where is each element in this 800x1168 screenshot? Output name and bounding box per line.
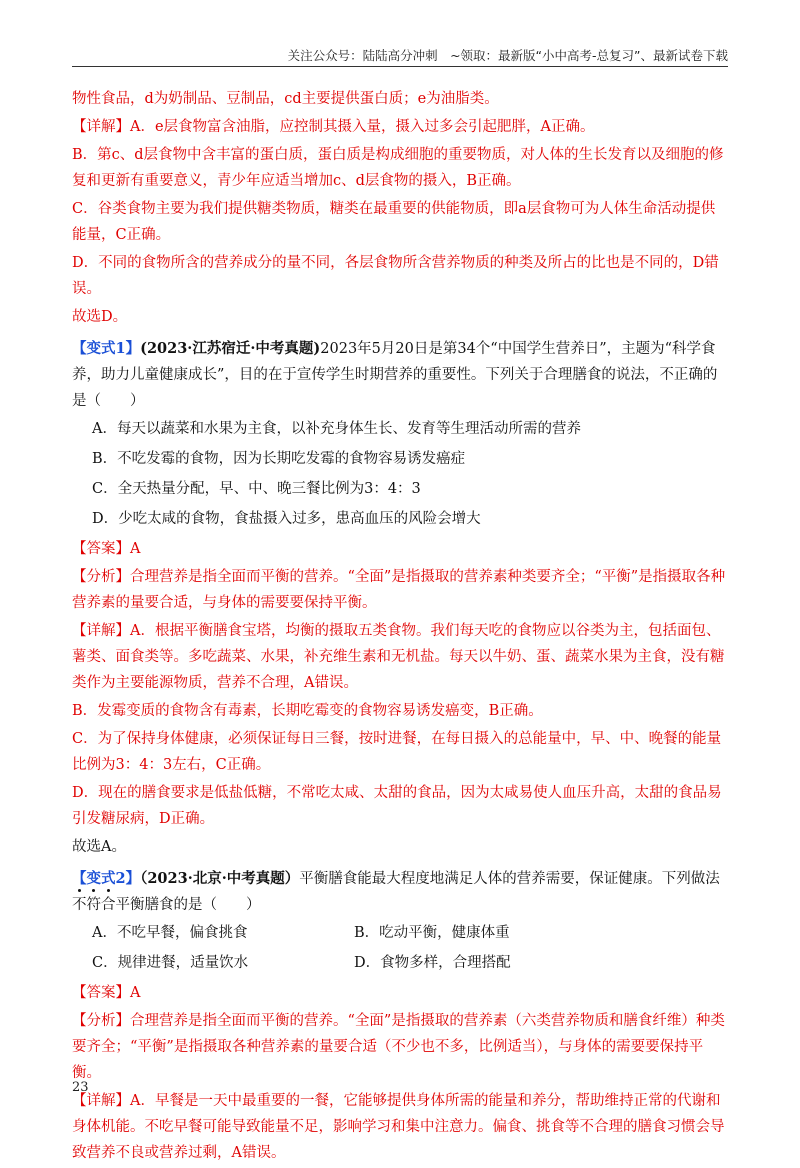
page-number: 23 (72, 1080, 89, 1095)
q1-detail-d: D．现在的膳食要求是低盐低糖，不常吃太咸、太甜的食品，因为太咸易使人血压升高，太甜的食品易引发糖尿病，D正确。 (72, 785, 722, 827)
q1-option-a: A．每天以蔬菜和水果为主食，以补充身体生长、发育等生理活动所需的营养 (92, 421, 581, 437)
detail-text: A．e层食物富含油脂，应控制其摄入量，摄入过多会引起肥胖，A正确。 (130, 119, 595, 135)
q2-option-d: D．食物多样，合理搭配 (354, 955, 511, 971)
q2-detail-a (72, 1088, 728, 1166)
q1-stem (72, 336, 728, 414)
q1-source: (2023·江苏宿迁·中考真题) (140, 340, 321, 357)
emphasis-char: 不 (72, 892, 87, 918)
prev-intro: 物性食品，d为奶制品、豆制品，cd主要提供蛋白质；e为油脂类。 (72, 91, 499, 107)
q1-option-c: C．全天热量分配，早、中、晚三餐比例为3：4：3 (92, 481, 421, 497)
q2-options-row-1 (72, 920, 728, 946)
detail-tag: 【详解】 (72, 623, 130, 639)
prev-detail-b: B．第c、d层食物中含丰富的蛋白质，蛋白质是构成细胞的重要物质，对人体的生长发育以及细胞的修复和更新有重要意义，青少年应适当增加c、d层食物的摄入，B正确。 (72, 147, 724, 189)
analysis-text: 合理营养是指全面而平衡的营养。“全面”是指摄取的营养素种类要齐全；“平衡”是指摄取各种营养素的量要合适，与身体的需要要保持平衡。 (72, 569, 726, 611)
detail-tag: 【详解】 (72, 1093, 130, 1109)
analysis-tag: 【分析】 (72, 1013, 130, 1029)
page-header: 关注公众号：陆陆高分冲刺 ~领取：最新版“小中高考-总复习”、最新试卷下载 (287, 48, 728, 63)
q1-detail-a (72, 618, 728, 696)
q1-detail-b: B．发霉变质的食物含有毒素，长期吃霉变的食物容易诱发癌变，B正确。 (72, 703, 543, 719)
prev-conclusion: 故选D。 (72, 309, 128, 325)
answer-tag: 【答案】 (72, 541, 130, 557)
q1-answer (72, 536, 728, 562)
q1-option-b: B．不吃发霉的食物，因为长期吃发霉的食物容易诱发癌症 (92, 451, 466, 467)
q2-option-c: C．规律进餐，适量饮水 (92, 955, 249, 971)
prev-detail-d: D．不同的食物所含的营养成分的量不同，各层食物所含营养物质的种类及所占的比也是不同的，D错误。 (72, 255, 719, 297)
q2-analysis (72, 1008, 728, 1086)
detail-text: A．早餐是一天中最重要的一餐，它能够提供身体所需的能量和养分，帮助维持正常的代谢和身体机能。不吃早餐可能导致能量不足，影响学习和集中注意力。偏食、挑食等不合理的膳食习惯会导致营养不良或营养过剩，A错误。 (72, 1093, 725, 1161)
prev-detail-c: C．谷类食物主要为我们提供糖类物质，糖类在最重要的供能物质，即a层食物可为人体生命活动提供能量，C正确。 (72, 201, 716, 243)
answer-value: A (130, 541, 141, 557)
detail-tag: 【详解】 (72, 119, 130, 135)
document-body (72, 86, 728, 1168)
emphasis-char: 符 (87, 892, 102, 918)
answer-value: A (130, 985, 141, 1001)
q2-option-b: B．吃动平衡，健康体重 (354, 925, 510, 941)
detail-text: A．根据平衡膳食宝塔，均衡的摄取五类食物。我们每天吃的食物应以谷类为主，包括面包、薯类、面食类等。多吃蔬菜、水果，补充维生素和无机盐。每天以牛奶、蛋、蔬菜水果为主食，没有糖类作为主要能源物质，营养不合理，A错误。 (72, 623, 725, 691)
q1-tag: 【变式1】 (72, 340, 141, 357)
q2-option-a: A．不吃早餐，偏食挑食 (92, 925, 248, 941)
q2-stem (72, 866, 728, 918)
header-divider (72, 66, 728, 67)
analysis-text: 合理营养是指全面而平衡的营养。“全面”是指摄取的营养素（六类营养物质和膳食纤维）种类要齐全；“平衡”是指摄取各种营养素的量要合适（不少也不多，比例适当），与身体的需要要保持平衡。 (72, 1013, 725, 1081)
q2-tag: 【变式2】 (72, 870, 141, 887)
q1-detail-c: C．为了保持身体健康，必须保证每日三餐，按时进餐，在每日摄入的总能量中，早、中、晚餐的能量比例为3：4：3左右，C正确。 (72, 731, 722, 773)
q1-stem-text: 2023年5月20日是第34个“中国学生营养日”，主题为“科学食养，助力儿童健康成长”，目的在于宣传学生时期营养的重要性。下列关于合理膳食的说法，不正确的是（ ） (72, 341, 718, 409)
q2-options-row-2 (72, 950, 728, 976)
q1-option-d: D．少吃太咸的食物，食盐摄入过多，患高血压的风险会增大 (92, 511, 481, 527)
prev-detail-a (72, 114, 728, 140)
q1-analysis (72, 564, 728, 616)
analysis-tag: 【分析】 (72, 569, 130, 585)
q2-stem-after: 平衡膳食的是（ ） (115, 897, 261, 913)
q1-conclusion: 故选A。 (72, 839, 126, 855)
emphasis-char: 合 (101, 892, 116, 918)
q2-source: （2023·北京·中考真题） (140, 870, 300, 887)
q2-answer (72, 980, 728, 1006)
answer-tag: 【答案】 (72, 985, 130, 1001)
q2-stem-before: 平衡膳食能最大程度地满足人体的营养需要，保证健康。下列做法 (299, 871, 720, 887)
